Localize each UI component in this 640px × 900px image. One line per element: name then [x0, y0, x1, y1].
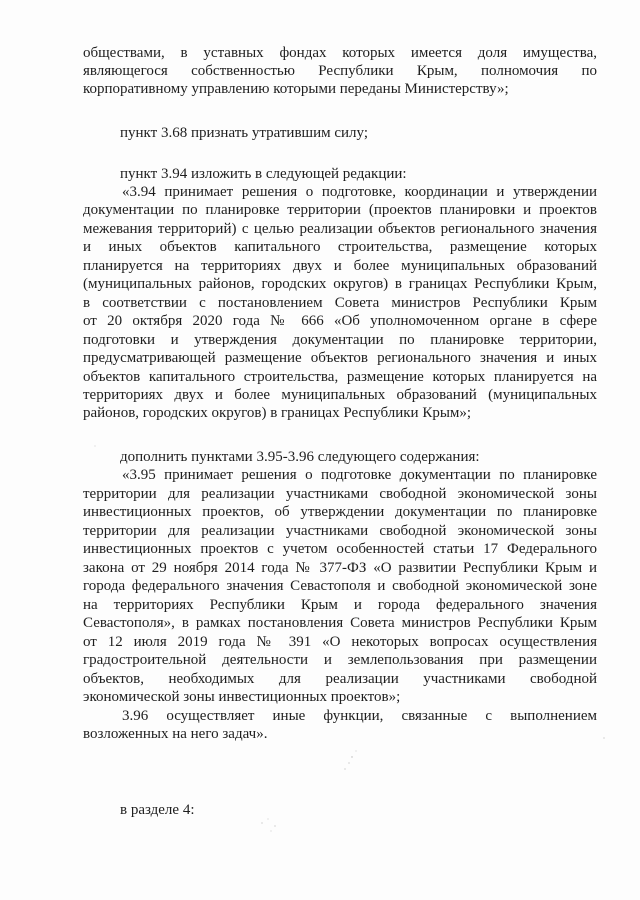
- text-line: «3.95 принимает решения о подготовке документации по планировке: [122, 467, 597, 483]
- text-line: обществами, в уставных фондах которых имеется доля имущества,: [83, 45, 597, 61]
- text-line: подготовки и утверждения документации по планировке территории,: [83, 332, 597, 348]
- text-line: города федерального значения Севастополя и свободной экономической зоне: [83, 578, 597, 594]
- text-line: территории для реализации участниками свободной экономической зоны: [83, 486, 597, 502]
- text-line: Севастополя», в рамках постановления Совета министров Республики Крым: [83, 615, 597, 631]
- text-line: дополнить пунктами 3.95-3.96 следующего содержания:: [120, 449, 480, 465]
- text-line: на территориях Республики Крым и города федерального значения: [83, 597, 597, 613]
- text-line: в разделе 4:: [120, 802, 195, 818]
- text-line: межевания территорий) с целью реализации объектов регионального значения: [83, 221, 597, 237]
- text-line: 3.96 осуществляет иные функции, связанные с выполнением: [122, 708, 597, 724]
- text-line: градостроительной деятельности и землепользования при размещении: [83, 652, 597, 668]
- text-line: инвестиционных проектов с учетом особенностей статьи 17 Федерального: [83, 541, 597, 557]
- text-line: объектов капитального строительства, размещение которых планируется на: [83, 369, 597, 385]
- text-line: предусматривающей размещение объектов регионального значения и иных: [83, 350, 597, 366]
- text-line: документации по планировке территории (проектов планировки и проектов: [83, 202, 597, 218]
- text-line: и иных объектов капитального строительства, размещение которых: [83, 239, 597, 255]
- text-line: экономической зоны инвестиционных проектов»;: [83, 689, 401, 705]
- text-line: корпоративному управлению которыми переданы Министерству»;: [83, 81, 509, 97]
- text-line: от 12 июля 2019 года № 391 «О некоторых вопросах осуществления: [83, 634, 597, 650]
- text-line: закона от 29 ноября 2014 года № 377-ФЗ «О развитии Республики Крым и: [83, 560, 597, 576]
- text-line: пункт 3.94 изложить в следующей редакции:: [120, 166, 407, 182]
- text-line: районов, городских округов) в границах Республики Крым»;: [83, 405, 472, 421]
- text-line: «3.94 принимает решения о подготовке, координации и утверждении: [122, 184, 597, 200]
- text-line: территории для реализации участниками свободной экономической зоны: [83, 523, 597, 539]
- text-line: объектов, необходимых для реализации участниками свободной: [83, 671, 597, 687]
- text-line: территориях двух и более муниципальных образований (муниципальных: [83, 387, 597, 403]
- text-line: пункт 3.68 признать утратившим силу;: [120, 125, 369, 141]
- text-line: планируется на территориях двух и более муниципальных образований: [83, 258, 597, 274]
- text-line: в соответствии с постановлением Совета министров Республики Крым: [83, 295, 597, 311]
- text-line: (муниципальных районов, городских округов) в границах Республики Крым,: [83, 276, 597, 292]
- text-line: инвестиционных проектов, об утверждении документации по планировке: [83, 504, 597, 520]
- text-line: возложенных на него задач».: [83, 726, 268, 742]
- text-line: от 20 октября 2020 года № 666 «Об уполномоченном органе в сфере: [83, 313, 597, 329]
- text-line: являющегося собственностью Республики Крым, полномочия по: [83, 63, 597, 79]
